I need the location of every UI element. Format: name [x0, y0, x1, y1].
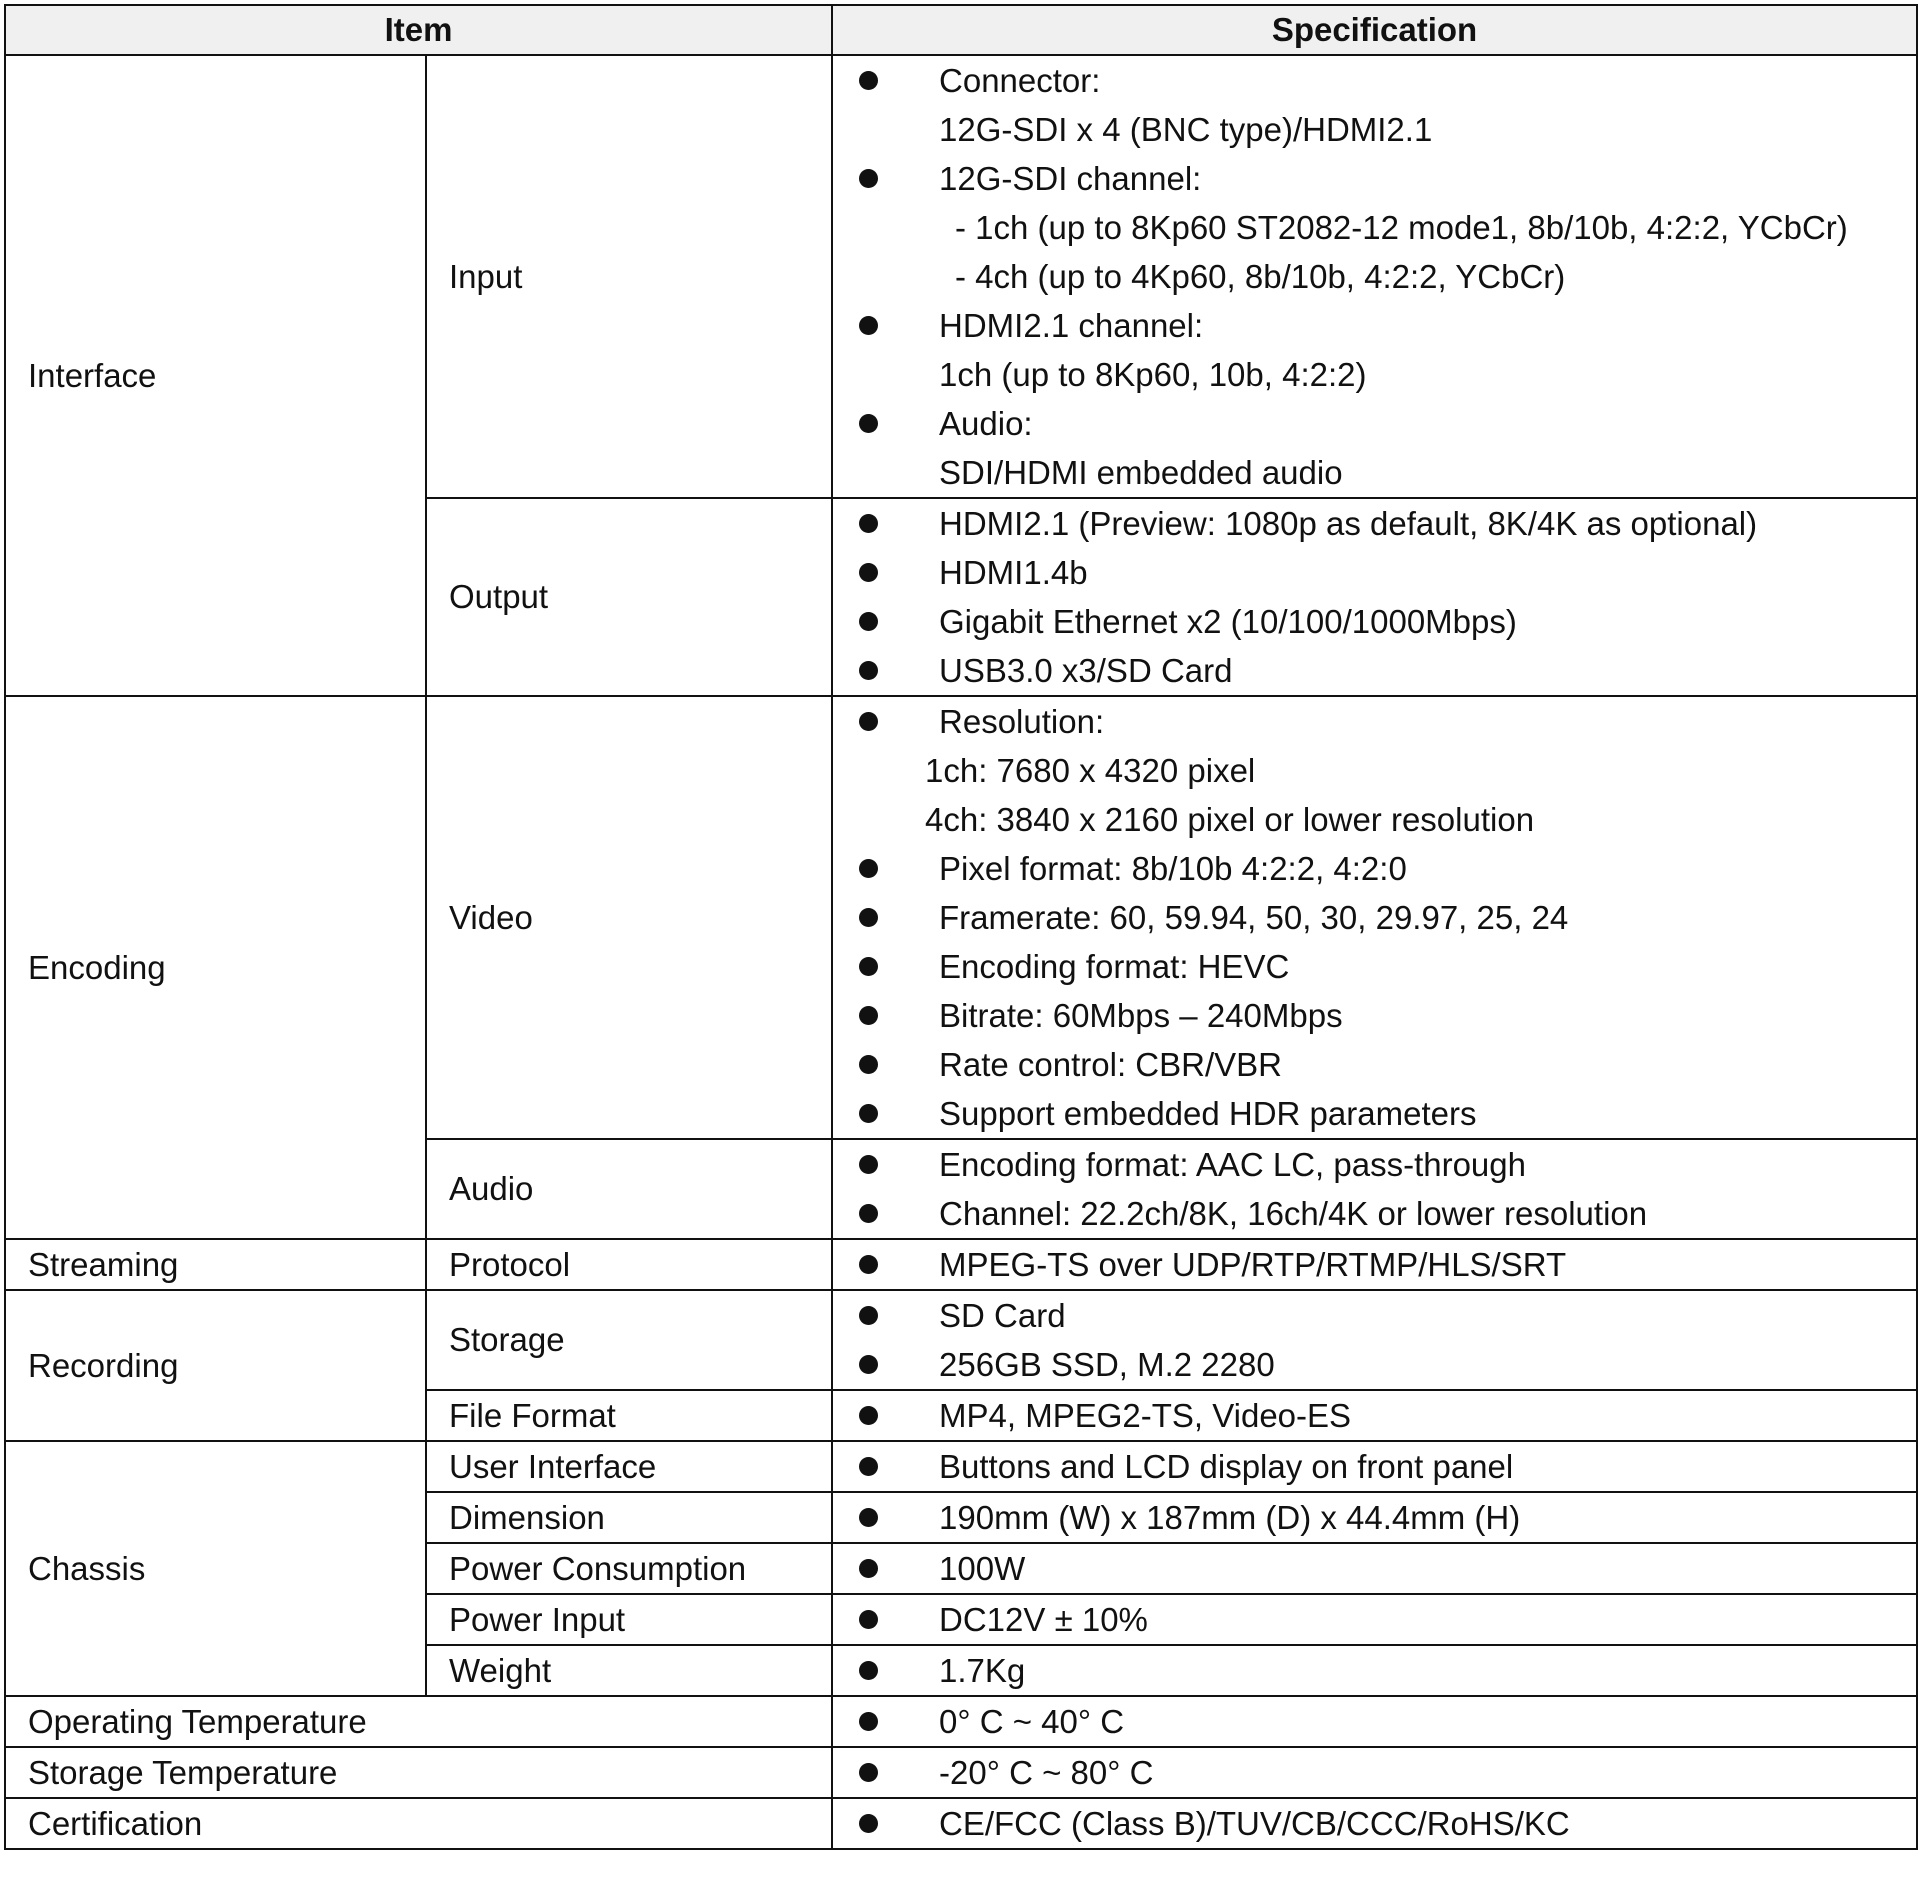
list-item: HDMI2.1 (Preview: 1080p as default, 8K/4K as optional) — [855, 499, 1916, 548]
bullet-icon — [859, 712, 878, 731]
list-item: 0° C ~ 40° C — [855, 1697, 1916, 1746]
list-item: Connector: 12G-SDI x 4 (BNC type)/HDMI2.1 — [855, 56, 1916, 154]
subcategory-dimension: Dimension — [426, 1492, 832, 1543]
list-item: 100W — [855, 1544, 1916, 1593]
list-item: 1.7Kg — [855, 1646, 1916, 1695]
bullet-icon — [859, 316, 878, 335]
category-certification: Certification — [5, 1798, 832, 1849]
list-item: Support embedded HDR parameters — [855, 1089, 1916, 1138]
bullet-icon — [859, 1406, 878, 1425]
list-item: MP4, MPEG2-TS, Video-ES — [855, 1391, 1916, 1440]
list-item: 256GB SSD, M.2 2280 — [855, 1340, 1916, 1389]
list-item: CE/FCC (Class B)/TUV/CB/CCC/RoHS/KC — [855, 1799, 1916, 1848]
list-item: HDMI1.4b — [855, 548, 1916, 597]
spec-weight — [832, 1645, 1917, 1696]
subcategory-power-consumption: Power Consumption — [426, 1543, 832, 1594]
list-item: DC12V ± 10% — [855, 1595, 1916, 1644]
list-item: MPEG-TS over UDP/RTP/RTMP/HLS/SRT — [855, 1240, 1916, 1289]
bullet-icon — [859, 563, 878, 582]
bullet-icon — [859, 1204, 878, 1223]
bullet-icon — [859, 1457, 878, 1476]
bullet-icon — [859, 661, 878, 680]
subcategory-user-interface: User Interface — [426, 1441, 832, 1492]
list-item: USB3.0 x3/SD Card — [855, 646, 1916, 695]
list-item: Audio: SDI/HDMI embedded audio — [855, 399, 1916, 497]
spec-file-format — [832, 1390, 1917, 1441]
bullet-icon — [859, 1559, 878, 1578]
subcategory-input: Input — [426, 55, 832, 498]
bullet-icon — [859, 1610, 878, 1629]
bullet-icon — [859, 1661, 878, 1680]
list-item: Channel: 22.2ch/8K, 16ch/4K or lower resolution — [855, 1189, 1916, 1238]
row-recording-storage — [5, 1290, 1917, 1390]
row-certification — [5, 1798, 1917, 1849]
list-item: Resolution: 1ch: 7680 x 4320 pixel 4ch: 3840 x 2160 pixel or lower resolution — [855, 697, 1916, 844]
list-item: Buttons and LCD display on front panel — [855, 1442, 1916, 1491]
subcategory-weight: Weight — [426, 1645, 832, 1696]
spec-user-interface — [832, 1441, 1917, 1492]
bullet-icon — [859, 1155, 878, 1174]
category-streaming: Streaming — [5, 1239, 426, 1290]
list-item: 190mm (W) x 187mm (D) x 44.4mm (H) — [855, 1493, 1916, 1542]
list-item: Encoding format: HEVC — [855, 942, 1916, 991]
bullet-icon — [859, 414, 878, 433]
subcategory-file-format: File Format — [426, 1390, 832, 1441]
spec-storage — [832, 1290, 1917, 1390]
row-operating-temperature — [5, 1696, 1917, 1747]
list-item: Bitrate: 60Mbps – 240Mbps — [855, 991, 1916, 1040]
bullet-icon — [859, 1712, 878, 1731]
list-item: HDMI2.1 channel: 1ch (up to 8Kp60, 10b, 4:2:2) — [855, 301, 1916, 399]
list-item: Pixel format: 8b/10b 4:2:2, 4:2:0 — [855, 844, 1916, 893]
header-item: Item — [5, 5, 832, 55]
list-item: Encoding format: AAC LC, pass-through — [855, 1140, 1916, 1189]
list-item: Rate control: CBR/VBR — [855, 1040, 1916, 1089]
bullet-icon — [859, 1763, 878, 1782]
spec-storage-temperature — [832, 1747, 1917, 1798]
subcategory-protocol: Protocol — [426, 1239, 832, 1290]
list-item: Framerate: 60, 59.94, 50, 30, 29.97, 25, 24 — [855, 893, 1916, 942]
bullet-icon — [859, 1814, 878, 1833]
bullet-icon — [859, 1355, 878, 1374]
bullet-icon — [859, 1306, 878, 1325]
spec-power-input — [832, 1594, 1917, 1645]
bullet-icon — [859, 859, 878, 878]
list-item: 12G-SDI channel: - 1ch (up to 8Kp60 ST2082-12 mode1, 8b/10b, 4:2:2, YCbCr) - 4ch (up to 4Kp60, 8b/10b, 4:2:2, YCbCr) — [855, 154, 1916, 301]
category-chassis: Chassis — [5, 1441, 426, 1696]
header-row — [5, 5, 1917, 55]
bullet-icon — [859, 1104, 878, 1123]
row-encoding-video — [5, 696, 1917, 1139]
spec-input — [832, 55, 1917, 498]
bullet-icon — [859, 957, 878, 976]
list-item: Gigabit Ethernet x2 (10/100/1000Mbps) — [855, 597, 1916, 646]
spec-video — [832, 696, 1917, 1139]
spec-operating-temperature — [832, 1696, 1917, 1747]
bullet-icon — [859, 908, 878, 927]
spec-audio — [832, 1139, 1917, 1239]
spec-certification — [832, 1798, 1917, 1849]
row-storage-temperature — [5, 1747, 1917, 1798]
subcategory-video: Video — [426, 696, 832, 1139]
category-encoding: Encoding — [5, 696, 426, 1239]
spec-output — [832, 498, 1917, 696]
bullet-icon — [859, 71, 878, 90]
bullet-icon — [859, 1006, 878, 1025]
subcategory-power-input: Power Input — [426, 1594, 832, 1645]
header-specification: Specification — [832, 5, 1917, 55]
list-item: SD Card — [855, 1291, 1916, 1340]
spec-protocol — [832, 1239, 1917, 1290]
category-recording: Recording — [5, 1290, 426, 1441]
category-operating-temperature: Operating Temperature — [5, 1696, 832, 1747]
subcategory-audio: Audio — [426, 1139, 832, 1239]
spec-power-consumption — [832, 1543, 1917, 1594]
bullet-icon — [859, 612, 878, 631]
row-interface-input — [5, 55, 1917, 498]
subcategory-storage: Storage — [426, 1290, 832, 1390]
bullet-icon — [859, 169, 878, 188]
row-chassis-user-interface — [5, 1441, 1917, 1492]
list-item: -20° C ~ 80° C — [855, 1748, 1916, 1797]
category-storage-temperature: Storage Temperature — [5, 1747, 832, 1798]
bullet-icon — [859, 1508, 878, 1527]
bullet-icon — [859, 514, 878, 533]
bullet-icon — [859, 1255, 878, 1274]
specification-table — [4, 4, 1918, 1850]
category-interface: Interface — [5, 55, 426, 696]
row-streaming — [5, 1239, 1917, 1290]
subcategory-output: Output — [426, 498, 832, 696]
spec-dimension — [832, 1492, 1917, 1543]
bullet-icon — [859, 1055, 878, 1074]
